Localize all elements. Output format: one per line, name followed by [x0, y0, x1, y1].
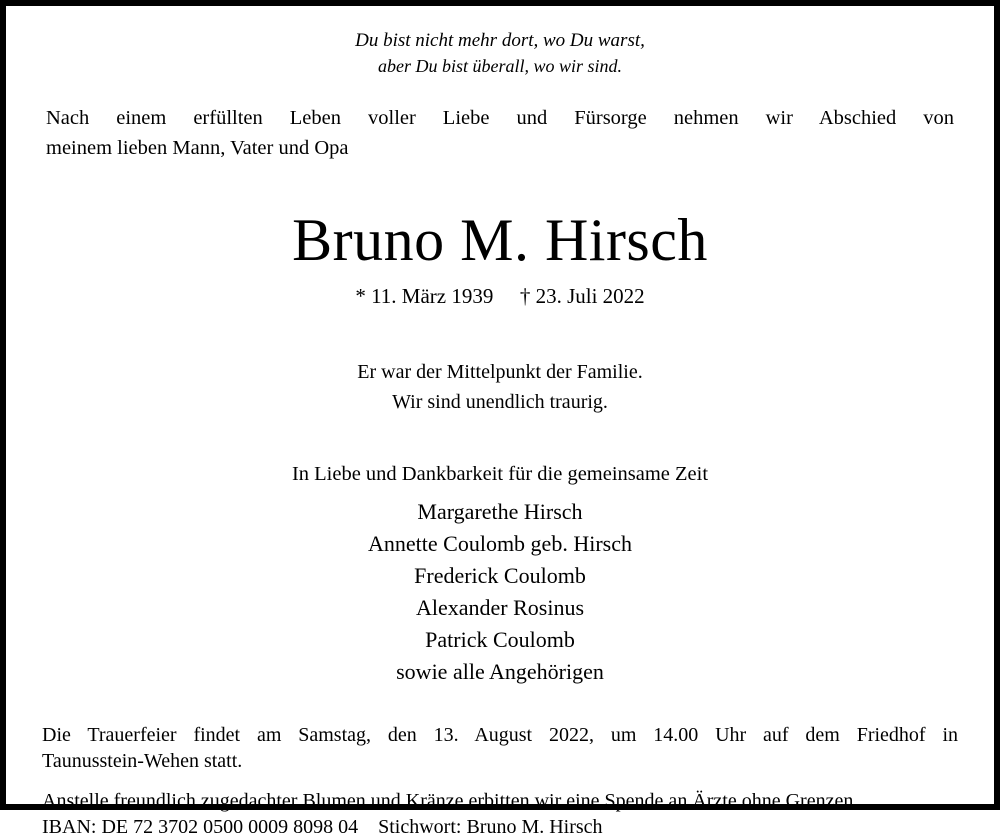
mourner-name: Alexander Rosinus: [415, 595, 585, 621]
donation-info: [42, 788, 958, 840]
birth-date: * 11. März 1939: [355, 284, 494, 309]
mourner-name: sowie alle Angehörigen: [396, 658, 604, 684]
death-date: † 23. Juli 2022: [519, 284, 645, 309]
intro-paragraph: [42, 104, 958, 163]
dedication-text: In Liebe und Dankbarkeit für die gemeinsame Zeit: [291, 463, 709, 486]
ceremony-line-2: Taunusstein-Wehen statt.: [42, 749, 243, 772]
life-dates: [42, 284, 958, 309]
mourner-name: Frederick Coulomb: [414, 563, 586, 589]
deceased-name: Bruno M. Hirsch: [292, 207, 708, 274]
memorial-verse: [42, 357, 958, 417]
donation-reference: Stichwort: Bruno M. Hirsch: [378, 815, 603, 838]
intro-line-1: Nach einem erfüllten Leben voller Liebe und Fürsorge nehmen wir Abschied von: [46, 106, 954, 129]
epitaph-line-1: Du bist nicht mehr dort, wo Du warst,: [355, 30, 645, 51]
footer-details: [42, 722, 958, 840]
donation-bank-line: [42, 814, 958, 840]
ceremony-info: [42, 722, 958, 774]
mourner-name: Annette Coulomb geb. Hirsch: [368, 531, 632, 557]
iban-text: IBAN: DE 72 3702 0500 0009 8098 04: [42, 815, 359, 838]
epitaph: [42, 28, 958, 78]
ceremony-line-1: Die Trauerfeier findet am Samstag, den 13. August 2022, um 14.00 Uhr auf dem Friedhof in: [42, 723, 958, 746]
intro-line-2: meinem lieben Mann, Vater und Opa: [46, 136, 349, 159]
epitaph-line-2: aber Du bist überall, wo wir sind.: [377, 55, 623, 76]
mourner-name: Margarethe Hirsch: [417, 499, 583, 525]
verse-line-1: Er war der Mittelpunkt der Familie.: [357, 361, 643, 384]
verse-line-2: Wir sind unendlich traurig.: [392, 391, 608, 414]
mourners-list: [42, 496, 958, 687]
mourner-name: Patrick Coulomb: [425, 626, 575, 652]
donation-line-1: Anstelle freundlich zugedachter Blumen und Kränze erbitten wir eine Spende an Ärzte ohne Grenzen.: [42, 789, 859, 812]
